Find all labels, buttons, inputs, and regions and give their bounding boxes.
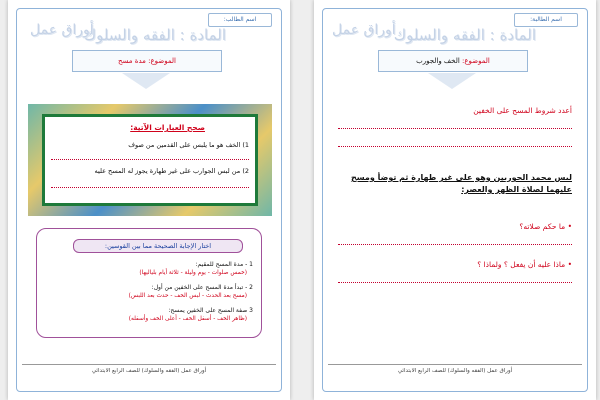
statement-1 bbox=[128, 141, 249, 149]
correct-statements-box bbox=[42, 114, 258, 206]
multiple-choice-scroll bbox=[36, 228, 262, 338]
scroll-title: اختار الإجابة الصحيحة مما بين القوسين: bbox=[73, 239, 243, 253]
statement-1-text: الخف هو ما يلبس على القدمين من صوف bbox=[128, 141, 241, 149]
answer-line-1[interactable] bbox=[51, 159, 249, 160]
worksheet-page-left bbox=[8, 0, 290, 400]
question-2 bbox=[519, 222, 572, 231]
answer-line-3[interactable] bbox=[338, 244, 572, 245]
scenario-paragraph: لبس محمد الجوربين وهو على غير طهارة ثم توضأ ومسح عليهما لصلاة الظهر والعصر: bbox=[350, 173, 572, 194]
question-1: أعدد شروط المسح على الخفين bbox=[473, 106, 572, 115]
topic-text: الموضوع: مدة مسح bbox=[118, 57, 176, 65]
topic-label: الموضوع: bbox=[462, 57, 490, 65]
bullet-icon: • bbox=[567, 260, 572, 269]
statement-2 bbox=[95, 167, 250, 175]
statement-1-num: 1) bbox=[242, 141, 249, 149]
statement-2-num: 2) bbox=[242, 167, 249, 175]
arrow-down-icon bbox=[428, 73, 476, 89]
question-1-options[interactable]: (خمس صلوات - يوم وليلة - ثلاثة أيام بلياليها) bbox=[139, 270, 247, 276]
question-2-text: ما حكم صلاته؟ bbox=[519, 222, 566, 231]
page-footer: أوراق عمل (الفقه والسلوك) للصف الرابع الابتدائي bbox=[22, 364, 276, 374]
arrow-down-icon bbox=[122, 73, 170, 89]
answer-line-4[interactable] bbox=[338, 282, 572, 283]
question-3: 3 صفة المسح على الخفين يمسح: bbox=[168, 307, 253, 314]
statement-2-text: من لبس الجوارب على غير طهارة يجوز له المسح عليه bbox=[94, 167, 241, 175]
question-3-text: ماذا عليه أن يفعل ؟ ولماذا ؟ bbox=[477, 260, 566, 269]
bullet-icon: • bbox=[567, 222, 572, 231]
question-1: 1 - مدة المسح للمقيم: bbox=[195, 261, 253, 268]
question-3 bbox=[477, 260, 572, 269]
answer-line-2[interactable] bbox=[51, 187, 249, 188]
topic-box bbox=[378, 50, 528, 72]
answer-line-2[interactable] bbox=[338, 146, 572, 147]
box-heading: صحح العبارات الآتية: bbox=[130, 123, 205, 132]
worksheet-page-right bbox=[314, 0, 596, 400]
question-3-options[interactable]: (ظاهر الخف - أسفل الخف - أعلى الخف وأسفله) bbox=[128, 316, 247, 322]
answer-line-1[interactable] bbox=[338, 128, 572, 129]
banner-subject: المادة : الفقه والسلوك bbox=[393, 26, 536, 44]
question-2: 2 - تبدأ مدة المسح على الخفين من أول: bbox=[151, 284, 253, 291]
student-name-field[interactable]: اسم الطالب: bbox=[208, 13, 272, 27]
banner-subject: المادة : الفقه والسلوك bbox=[83, 26, 226, 44]
banner-title: أوراق عمل bbox=[30, 22, 94, 38]
topic-value: الخف والجورب bbox=[416, 57, 460, 65]
question-2-options[interactable]: (مسح بعد الحدث - لبس الخف - حدث بعد اللبس) bbox=[128, 293, 247, 299]
student-name-field[interactable]: اسم الطالبة: bbox=[514, 13, 578, 27]
page-footer: أوراق عمل (الفقه والسلوك) للصف الرابع الابتدائي bbox=[328, 364, 582, 374]
topic-box bbox=[72, 50, 222, 72]
banner-title: أوراق عمل bbox=[332, 22, 396, 38]
